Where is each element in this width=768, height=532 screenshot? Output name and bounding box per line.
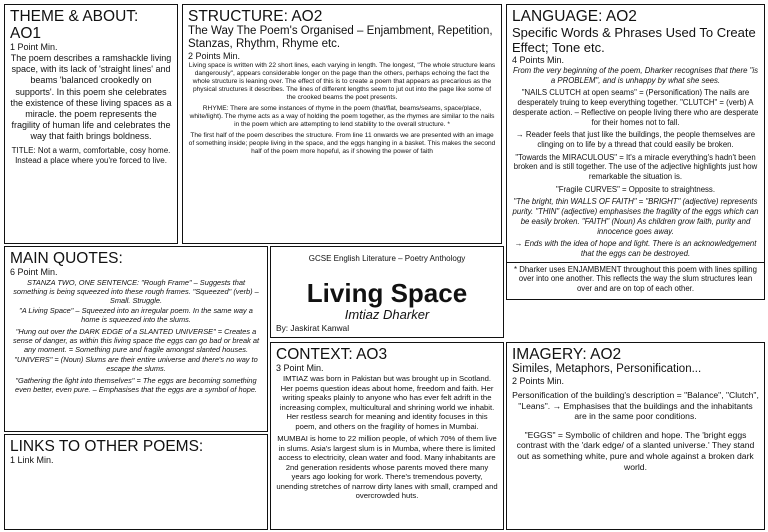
- quote-2: "A Living Space" – Squeezed into an irregular poem. In the same way a home is squeezed into the slums.: [19, 305, 253, 324]
- imagery-subheading: Similes, Metaphors, Personification...: [512, 363, 702, 375]
- quote-3: "Hung out over the DARK EDGE of a SLANTED UNIVERSE" = Creates a sense of danger, as within this living space the eggs can go bad or break at any moment. = Something pure and fragile amongst slanted houses. "UNIVERS" = (Noun) Slums are their entire universe and there's no way to escape the slums.: [12, 327, 260, 373]
- imagery-points: 2 Points Min.: [512, 376, 565, 386]
- structure-paragraph-1: Living space is written with 22 short lines, each varying in length. The longest, "The whole structure leans dangerously", appears considerable longer on the page than the others, perhaps echoing the fact the whole structure is leaning over. The effect of this is to create a poem that appears as precarious as the physical structures it describes. The lines of different lengths seem to jut out into the page like some of the crooked beams the poet presents.: [188, 62, 496, 101]
- language-paragraph-7: → Ends with the idea of hope and light. There is an acknowledgement that the eggs can be destroyed.: [514, 239, 757, 258]
- theme-heading: THEME & ABOUT: AO1: [10, 8, 139, 42]
- poem-title: Living Space: [306, 278, 468, 308]
- language-paragraph-3: → Reader feels that just like the buildings, the people themselves are clinging on to life by a thread that could easily be broken.: [515, 130, 756, 149]
- imagery-heading: IMAGERY: AO2: [512, 346, 622, 363]
- language-subheading: Specific Words & Phrases Used To Create Effect; Tone etc.: [512, 25, 756, 55]
- context-heading: CONTEXT: AO3: [276, 346, 388, 363]
- imagery-paragraph-2: "EGGS" = Symbolic of children and hope. The 'bright eggs contrast with the 'dark edge/ of a slanted universe.' They stand out as something white, pure and whole against a broken dark world.: [516, 429, 755, 472]
- context-points: 3 Point Min.: [276, 363, 324, 373]
- structure-paragraph-2: RHYME: There are some instances of rhyme in the poem (that/flat, beams/seams, space/place, white/light). The rhyme acts as a way of holding the poem together, as the rhymes are similar to the nails in the poem which are attempting to lend stability to the overall structure. *: [189, 105, 495, 128]
- language-paragraph-6: "The bright, thin WALLS OF FAITH" = "BRIGHT" (adjective) represents purity. "THIN" (adjective) emphasises the fragility of the eggs which can be easily broken. "FAITH" (Noun) As children grow faith, purity and innocence goes away.: [512, 197, 759, 236]
- imagery-paragraph-1: Personification of the building's description = "Balance", "Clutch", "Leans". → Emphasises that the buildings and the inhabitants are in the same poor conditions.: [512, 390, 759, 422]
- structure-panel: [182, 4, 502, 244]
- context-paragraph-1: IMTIAZ was born in Pakistan but was brought up in Scotland. Her poems question ideas about home, freedom and faith. Her writing speaks plainly to anyone who has ever felt adrift in the increasing complex, multicultural and shrining world we inhabit. Her restless search for meaning and identity focuses in this poem, and others on the fragility of homes in Mumbai.: [279, 374, 495, 431]
- theme-points: 1 Point Min.: [10, 42, 58, 52]
- quotes-heading: MAIN QUOTES:: [10, 250, 123, 267]
- title-panel: [270, 246, 504, 338]
- links-panel: [4, 434, 268, 530]
- poem-author: Imtiaz Dharker: [344, 307, 430, 322]
- quote-4: "Gathering the light into themselves" = The eggs are becoming something even better, even pure. – Emphasises that the eggs are a symbol of hope.: [15, 376, 257, 395]
- structure-points: 2 Points Min.: [188, 51, 241, 61]
- imagery-panel: [506, 342, 765, 530]
- theme-panel: [4, 4, 178, 244]
- quotes-points: 6 Point Min.: [10, 267, 58, 277]
- author-credit: By: Jaskirat Kanwal: [276, 323, 350, 333]
- structure-subheading: The Way The Poem's Organised – Enjambment, Repetition, Stanzas, Rhythm, Rhyme etc.: [188, 25, 493, 50]
- language-paragraph-1: From the very beginning of the poem, Dharker recognises that there "is a PROBLEM", and is unhappy by what she sees.: [512, 66, 759, 85]
- language-points: 4 Points Min.: [512, 55, 565, 65]
- structure-paragraph-3: The first half of the poem describes the structure. From line 11 onwards we are presented with an image of something inside; people living in the space, and the eggs hanging in a basket. This makes the second half of the poem more hopeful, as if showing the power of faith: [188, 132, 496, 155]
- language-paragraph-2: "NAILS CLUTCH at open seams" = (Personification) The nails are desperately truing to keep everything together. "CLUTCH" = (verb) A desperate action. – Reflective on people living there who are desperate for their homes not to fall.: [512, 88, 759, 127]
- links-heading: LINKS TO OTHER POEMS:: [10, 438, 204, 455]
- links-points: 1 Link Min.: [10, 455, 54, 465]
- context-paragraph-2: MUMBAI is home to 22 million people, of which 70% of them live in slums. Asia's largest slum is in Mumba, where there is limited access to electricity, clean water and food. Many inhabitants are 2nd generation residents whose parents moved there many years ago looking for work. There's tremendous poverty, unending stretches of narrow dirty lanes with small, cramped and overcrowded huts.: [276, 434, 498, 500]
- enjambment-note: * Dharker uses ENJAMBMENT throughout this poem with lines spilling over into one another. This reflects the way the slum structures lean over and are on top of each other.: [507, 262, 764, 294]
- language-paragraph-5: "Fragile CURVES" = Opposite to straightness.: [555, 184, 716, 194]
- context-panel: [270, 342, 504, 530]
- language-body: [512, 66, 759, 259]
- course-label: GCSE English Literature – Poetry Anthology: [308, 254, 466, 263]
- quote-1: STANZA TWO, ONE SENTENCE: "Rough Frame" – Suggests that something is being squeezed into these rough frames. "Squeezed" (verb) – Small. Struggle.: [13, 278, 259, 306]
- quotes-panel: [4, 246, 268, 432]
- language-paragraph-4: "Towards the MIRACULOUS" = It's a miracle everything's hadn't been broken and is still together. The use of the adjective highlights just how remarkable the situation is.: [513, 152, 758, 182]
- theme-body: The poem describes a ramshackle living space, with its lack of 'straight lines' and beams 'balanced crookedly on supports'. In this poem she celebrates the existence of these living spaces as a miracle. the poem represents the fragility of human life and celebrates the way that faith brings boldness.: [10, 53, 172, 142]
- structure-heading: STRUCTURE: AO2: [188, 8, 323, 25]
- language-heading: LANGUAGE: AO2: [512, 8, 637, 25]
- theme-title-note: TITLE: Not a warm, comfortable, cosy home. Instead a place where you're forced to live.: [11, 145, 171, 165]
- language-panel: [506, 4, 765, 300]
